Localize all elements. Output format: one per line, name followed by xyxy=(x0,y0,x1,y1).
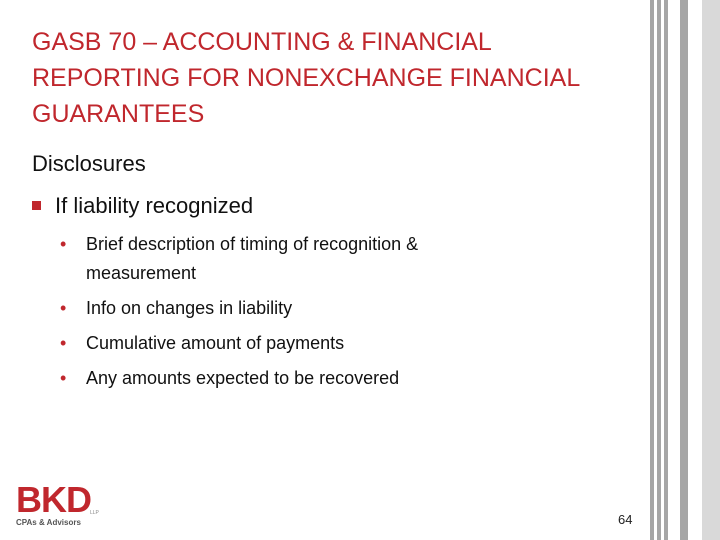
title-line: REPORTING FOR NONEXCHANGE FINANCIAL xyxy=(32,64,581,92)
stripe xyxy=(680,0,688,540)
decorative-stripes xyxy=(650,0,720,540)
stripe xyxy=(664,0,668,540)
bullet-level1-text: If liability recognized xyxy=(55,193,254,218)
bkd-logo xyxy=(16,479,106,530)
stripe xyxy=(650,0,654,540)
list-item xyxy=(58,230,518,288)
slide-title xyxy=(32,24,622,132)
bullet-dot-icon: • xyxy=(60,333,67,353)
page-number: 64 xyxy=(618,512,633,527)
list-item-text: Cumulative amount of payments xyxy=(86,333,345,353)
logo-tagline: CPAs & Advisors xyxy=(16,518,81,527)
bullet-dot-icon: • xyxy=(60,368,67,388)
stripe xyxy=(702,0,720,540)
title-line: GASB 70 – ACCOUNTING & FINANCIAL xyxy=(32,28,492,56)
logo-brand: BKD xyxy=(16,479,91,520)
bullet-level1 xyxy=(32,192,253,220)
square-bullet-icon xyxy=(32,201,41,210)
stripe xyxy=(657,0,661,540)
list-item xyxy=(58,329,518,358)
logo-suffix: LLP xyxy=(90,510,99,516)
bullet-dot-icon: • xyxy=(60,234,67,254)
bullet-dot-icon: • xyxy=(60,298,67,318)
list-item xyxy=(58,364,518,393)
title-line: GUARANTEES xyxy=(32,100,205,128)
list-item xyxy=(58,294,518,323)
section-heading: Disclosures xyxy=(32,151,146,176)
list-item-text: Any amounts expected to be recovered xyxy=(86,368,400,388)
sub-bullet-list xyxy=(58,230,518,399)
list-item-text: Brief description of timing of recognition & measurement xyxy=(86,234,419,283)
list-item-text: Info on changes in liability xyxy=(86,298,293,318)
